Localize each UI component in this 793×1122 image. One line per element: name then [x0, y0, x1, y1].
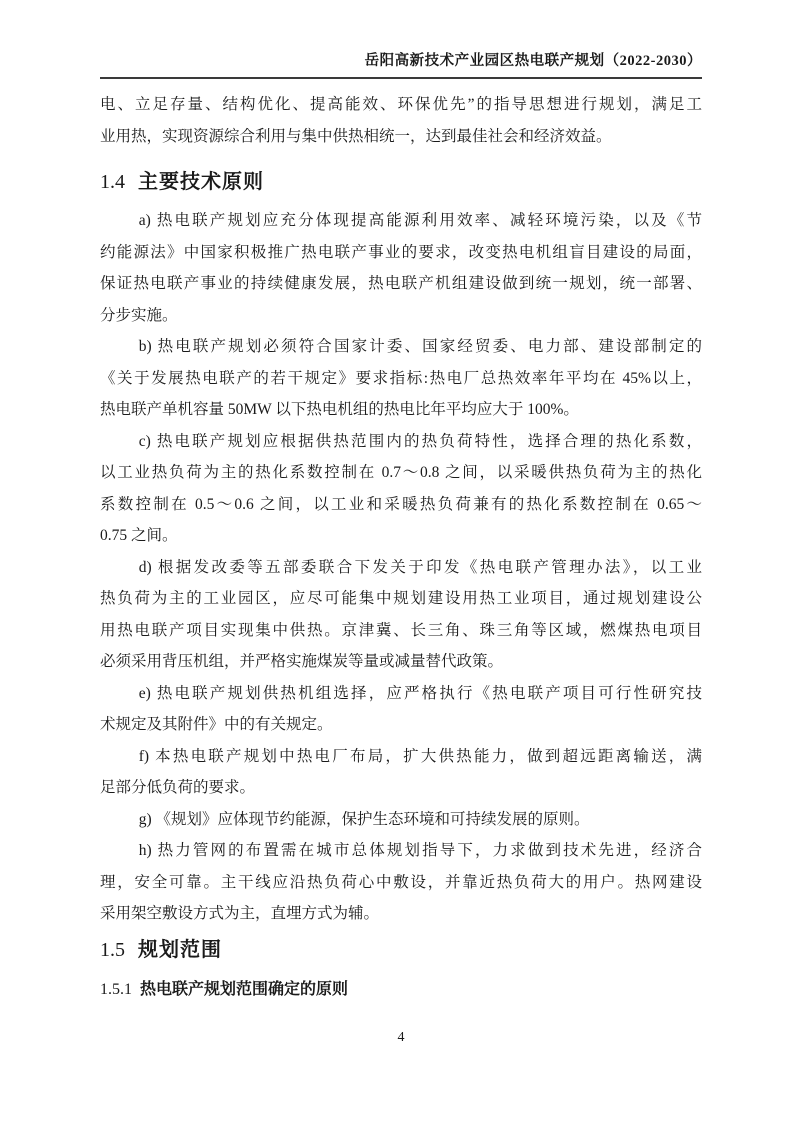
header-rule [100, 77, 702, 79]
text-line: 足部分低负荷的要求。 [100, 779, 256, 796]
text-line: e) 热电联产规划供热机组选择，应严格执行《热电联产项目可行性研究技 [138, 684, 702, 702]
text-line: a) 热电联产规划应充分体现提高能源利用效率、减轻环境污染，以及《节 [138, 212, 702, 229]
text-line: 以工业热负荷为主的热化系数控制在 0.7～0.8 之间，以采暖供热负荷为主的热化 [100, 464, 702, 481]
text-line: 采用架空敷设方式为主，直埋方式为辅。 [100, 905, 380, 922]
text-line: 必须采用背压机组，并严格实施煤炭等量或减量替代政策。 [100, 653, 504, 670]
text-line: c) 热电联产规划应根据供热范围内的热负荷特性，选择合理的热化系数， [138, 432, 702, 450]
text-line: 0.75 之间。 [100, 527, 178, 544]
paragraph-e [100, 678, 702, 741]
text-line: 术规定及其附件》中的有关规定。 [100, 716, 333, 733]
page-number: 4 [397, 1030, 405, 1045]
section-title: 主要技术原则 [138, 171, 264, 193]
text-line: h) 热力管网的布置需在城市总体规划指导下，力求做到技术先进，经济合 [138, 842, 702, 859]
paragraph-h [100, 835, 702, 930]
text-line: 分步实施。 [100, 306, 178, 324]
text-line: 系数控制在 0.5～0.6 之间，以工业和采暖热负荷兼有的热化系数控制在 0.65～ [100, 495, 702, 513]
section-heading-1-4 [100, 167, 702, 197]
text-line: 热电联产单机容量 50MW 以下热电机组的热电比年平均应大于 100%。 [100, 401, 579, 418]
section-number: 1.5.1 [100, 980, 132, 998]
text-line: 《关于发展热电联产的若干规定》要求指标:热电厂总热效率年平均在 45%以上， [100, 369, 702, 387]
paragraph-b [100, 331, 702, 426]
text-line: 电、立足存量、结构优化、提高能效、环保优先”的指导思想进行规划，满足工 [100, 96, 702, 113]
text-line: g) 《规划》应体现节约能源，保护生态环境和可持续发展的原则。 [138, 810, 590, 828]
text-line: 理，安全可靠。主干线应沿热负荷心中敷设，并靠近热负荷大的用户。热网建设 [100, 873, 702, 891]
paragraph-a [100, 205, 702, 331]
paragraph-g [100, 804, 702, 836]
text-line: b) 热电联产规划必须符合国家计委、国家经贸委、电力部、建设部制定的 [138, 338, 702, 355]
text-line: 约能源法》中国家积极推广热电联产事业的要求，改变热电机组盲目建设的局面， [100, 243, 702, 261]
text-line: 热负荷为主的工业园区，应尽可能集中规划建设用热工业项目，通过规划建设公 [100, 590, 702, 607]
page-footer [100, 1029, 702, 1047]
section-title: 热电联产规划范围确定的原则 [140, 980, 349, 998]
intro-paragraph [100, 89, 702, 152]
text-line: 保证热电联产事业的持续健康发展，热电联产机组建设做到统一规划，统一部署、 [100, 275, 702, 292]
document-body [100, 89, 702, 1002]
paragraph-f [100, 741, 702, 804]
section-title: 规划范围 [138, 938, 222, 961]
text-line: 用热电联产项目实现集中供热。京津冀、长三角、珠三角等区域，燃煤热电项目 [100, 621, 702, 639]
text-line: 业用热，实现资源综合利用与集中供热相统一，达到最佳社会和经济效益。 [100, 127, 612, 145]
section-heading-1-5 [100, 935, 702, 965]
running-header-title: 岳阳高新技术产业园区热电联产规划（2022-2030） [364, 53, 702, 69]
section-number: 1.4 [100, 171, 125, 193]
text-line: f) 本热电联产规划中热电厂布局，扩大供热能力，做到超远距离输送，满 [138, 747, 702, 765]
paragraph-d [100, 552, 702, 678]
paragraph-c [100, 426, 702, 552]
section-number: 1.5 [100, 938, 125, 961]
section-heading-1-5-1 [100, 978, 702, 1002]
text-line: d) 根据发改委等五部委联合下发关于印发《热电联产管理办法》，以工业 [138, 558, 702, 576]
